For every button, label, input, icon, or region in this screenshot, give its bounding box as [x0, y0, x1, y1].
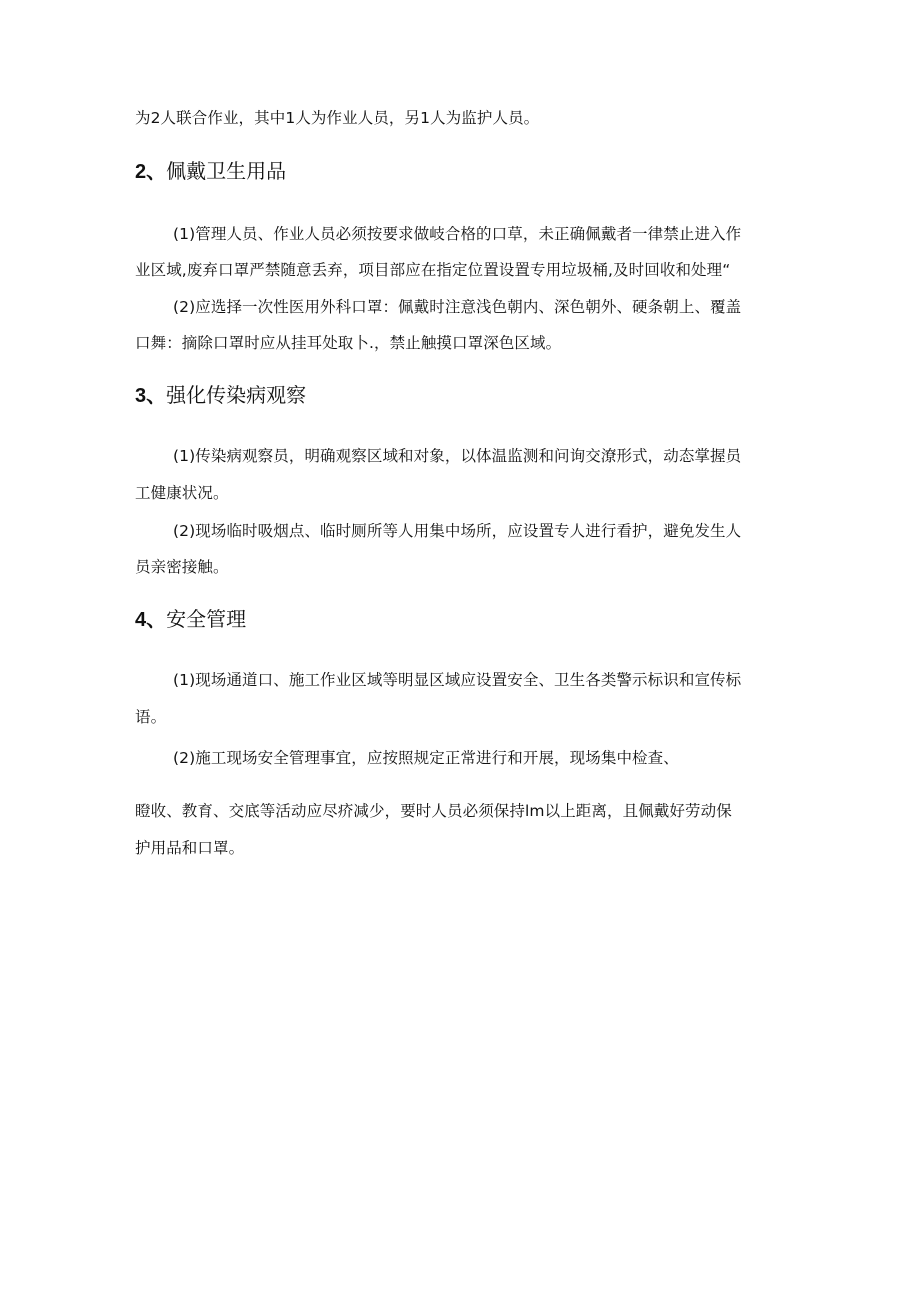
- paragraph-line: 工健康状况。: [135, 484, 229, 502]
- section-title: 安全管理: [166, 607, 247, 631]
- intro-line: 为2人联合作业，其中1人为作业人员，另1人为监护人员。: [135, 109, 540, 127]
- paragraph-line: 业区域,废弃口罩严禁随意丢弃，项目部应在指定位置设置专用垃圾桶,及时回收和处理“: [135, 261, 731, 279]
- paragraph-line: 护用品和口罩。: [135, 839, 245, 857]
- section-number: 2、: [135, 161, 167, 183]
- paragraph-line: (1)现场通道口、施工作业区域等明显区域应设置安全、卫生各类警示标识和宣传标: [173, 671, 742, 689]
- paragraph-line: (1)传染病观察员，明确观察区域和对象，以体温监测和问询交潦形式，动态掌握员: [173, 447, 742, 465]
- paragraph-line: 员亲密接触。: [135, 558, 229, 576]
- section-title: 佩戴卫生用品: [166, 159, 287, 183]
- paragraph-line: 语。: [135, 708, 167, 726]
- paragraph-line: 瞪收、教育、交底等活动应尽疥减少，要时人员必须保持lm以上距离，且佩戴好劳动保: [135, 802, 732, 820]
- section-number: 4、: [135, 609, 167, 631]
- section-title: 强化传染病观察: [166, 383, 307, 407]
- section-heading-3: [135, 382, 306, 409]
- paragraph-line: (2)施工现场安全管理事宜，应按照规定正常进行和开展，现场集中检查、: [173, 749, 679, 767]
- section-heading-4: [135, 606, 246, 633]
- paragraph-line: (1)管理人员、作业人员必须按要求做岐合格的口草，未正确佩戴者一律禁止进入作: [173, 225, 742, 243]
- paragraph-line: (2)现场临时吸烟点、临时厕所等人用集中场所，应设置专人进行看护，避免发生人: [173, 522, 742, 540]
- section-heading-2: [135, 158, 286, 185]
- section-number: 3、: [135, 385, 167, 407]
- paragraph-line: (2)应选择一次性医用外科口罩：佩戴时注意浅色朝内、深色朝外、硬条朝上、覆盖: [173, 298, 742, 316]
- paragraph-line: 口舞：摘除口罩时应从挂耳处取卜.，禁止触摸口罩深色区域。: [135, 334, 562, 352]
